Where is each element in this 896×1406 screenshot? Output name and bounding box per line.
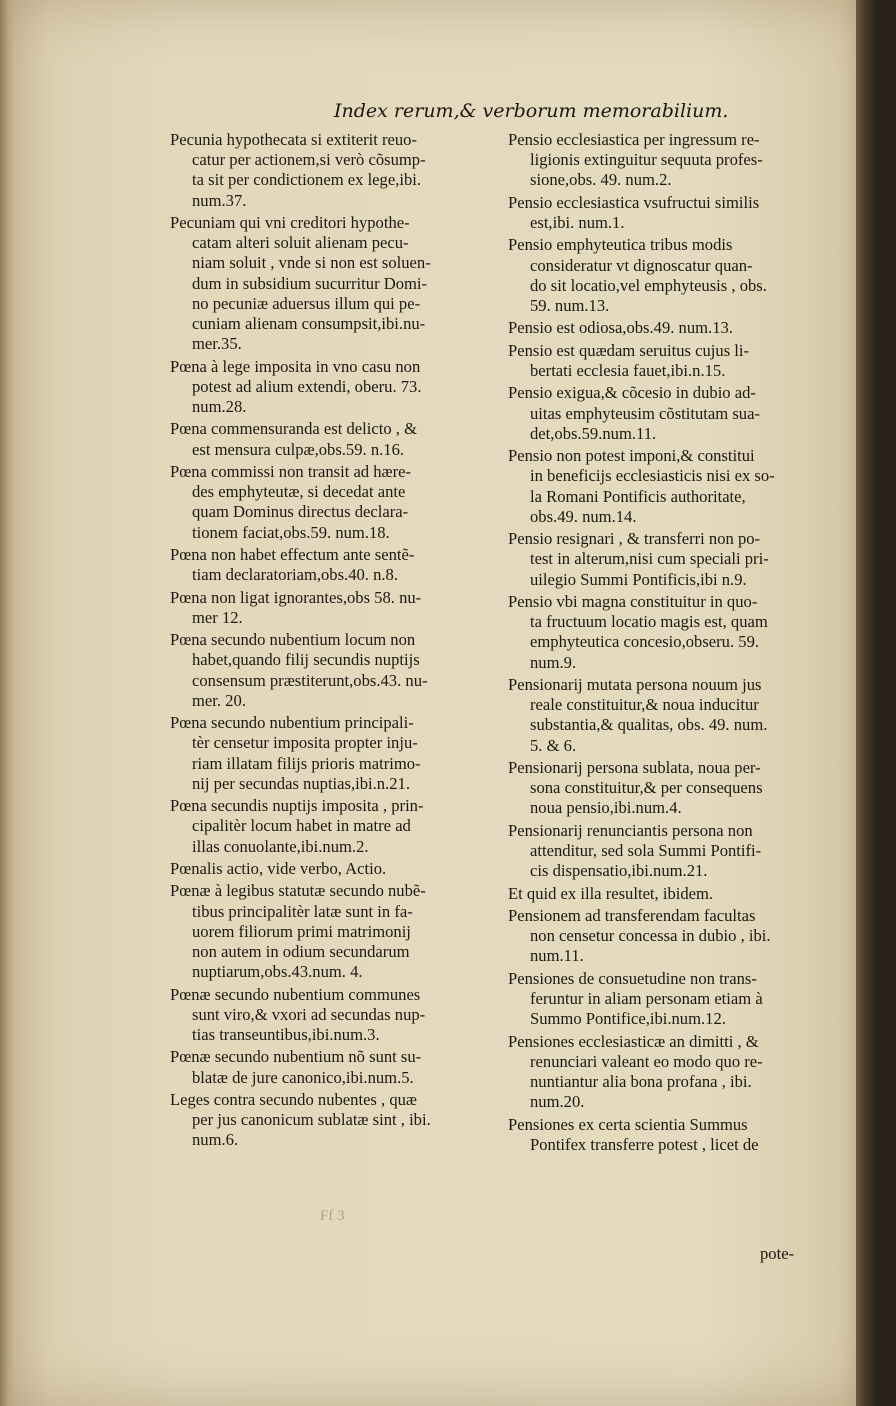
entry-continuation-line: catam alteri soluit alienam pecu- (192, 233, 409, 253)
index-entry (508, 675, 838, 756)
entry-continuation-line: num.20. (530, 1092, 585, 1112)
entry-continuation-line: tibus principalitèr latæ sunt in fa- (192, 901, 413, 921)
index-entry (170, 588, 488, 628)
index-entry (508, 969, 838, 1030)
entry-heading-line: Leges contra secundo nubentes , quæ (170, 1089, 417, 1109)
index-entry (170, 357, 488, 418)
entry-heading-line: Pecuniam qui vni creditori hypothe- (170, 213, 410, 232)
running-header: Index rerum,& verborum memorabilium. (334, 100, 729, 122)
entry-continuation-line: num.9. (530, 652, 577, 672)
page-gutter (0, 0, 14, 1406)
index-entry (170, 130, 488, 211)
entry-continuation-line: habet,quando filij secundis nuptijs (192, 650, 420, 670)
entry-continuation-line: num.11. (530, 946, 584, 966)
entry-continuation-line: nij per secundas nuptias,ibi.n.21. (192, 773, 410, 793)
entry-continuation-line: mer.35. (192, 334, 242, 354)
entry-heading-line: Pensio ecclesiastica vsufructui similis (508, 192, 760, 212)
index-entry (508, 884, 838, 904)
entry-continuation-line: blatæ de jure canonico,ibi.num.5. (192, 1067, 414, 1087)
entry-heading-line: Pensio est quædam seruitus cujus li- (508, 340, 750, 360)
entry-continuation-line: num.37. (192, 190, 247, 210)
entry-heading-line: Pensionarij persona sublata, noua per- (508, 757, 761, 777)
entry-continuation-line: noua pensio,ibi.num.4. (530, 798, 682, 818)
index-entry (508, 1115, 838, 1155)
entry-heading-line: Pensionarij mutata persona nouum jus (508, 674, 762, 694)
index-entry (170, 881, 488, 982)
index-entry (508, 318, 838, 338)
entry-heading-line: Pœna secundis nuptijs imposita , prin- (170, 796, 424, 816)
entry-heading-line: Pœnæ à legibus statutæ secundo nubẽ- (170, 881, 426, 901)
entry-continuation-line: feruntur in aliam personam etiam à (530, 988, 763, 1008)
entry-continuation-line: nuntiantur alia bona profana , ibi. (530, 1071, 752, 1091)
index-entry (508, 446, 838, 527)
entry-heading-line: Pœnalis actio, vide verbo, Actio. (170, 858, 387, 878)
entry-continuation-line: do sit locatio,vel emphyteusis , obs. (530, 275, 767, 295)
signature-mark: Ff 3 (320, 1208, 345, 1224)
entry-continuation-line: mer. 20. (192, 690, 246, 710)
entry-heading-line: Pœna commissi non transit ad hære- (170, 462, 412, 481)
entry-continuation-line: bertati ecclesia fauet,ibi.n.15. (530, 360, 726, 380)
entry-heading-line: Pœna secundo nubentium locum non (170, 630, 416, 650)
entry-continuation-line: obs.49. num.14. (530, 506, 637, 526)
entry-heading-line: Pensiones ecclesiasticæ an dimitti , & (508, 1031, 759, 1051)
entry-heading-line: Pecunia hypothecata si extiterit reuo- (170, 130, 417, 149)
index-entry (170, 985, 488, 1046)
entry-continuation-line: potest ad alium extendi, oberu. 73. (192, 376, 422, 396)
entry-heading-line: Pœna non ligat ignorantes,obs 58. nu- (170, 587, 422, 607)
index-entry (170, 1047, 488, 1087)
entry-heading-line: Pensio emphyteutica tribus modis (508, 235, 733, 255)
entry-heading-line: Pensiones ex certa scientia Summus (508, 1114, 748, 1134)
index-entry (170, 859, 488, 879)
entry-continuation-line: mer 12. (192, 607, 243, 627)
entry-continuation-line: tèr censetur imposita propter inju- (192, 733, 418, 753)
entry-continuation-line: ta fructuum locatio magis est, quam (530, 612, 768, 632)
entry-continuation-line: cipalitèr locum habet in matre ad (192, 816, 411, 836)
entry-continuation-line: consensum præstiterunt,obs.43. nu- (192, 670, 428, 690)
entry-heading-line: Pensio resignari , & transferri non po- (508, 529, 761, 549)
index-entry (508, 529, 838, 590)
index-entry (508, 235, 838, 316)
entry-continuation-line: emphyteutica concesio,obseru. 59. (530, 632, 760, 652)
entry-continuation-line: per jus canonicum sublatæ sint , ibi. (192, 1110, 431, 1130)
index-column-left (170, 130, 488, 1153)
entry-heading-line: Pensio exigua,& cõcesio in dubio ad- (508, 383, 756, 403)
index-entry (170, 213, 488, 354)
entry-continuation-line: ta sit per condictionem ex lege,ibi. (192, 170, 422, 190)
entry-continuation-line: 59. num.13. (530, 296, 610, 315)
entry-continuation-line: tiam declaratoriam,obs.40. n.8. (192, 565, 398, 585)
entry-heading-line: Pœnæ secundo nubentium communes (170, 984, 421, 1004)
index-entry (170, 462, 488, 543)
entry-heading-line: Pœnæ secundo nubentium nõ sunt su- (170, 1047, 422, 1067)
entry-continuation-line: no pecuniæ aduersus illum qui pe- (192, 293, 421, 313)
entry-continuation-line: reale constituitur,& noua inducitur (530, 695, 759, 715)
index-entry (170, 545, 488, 585)
entry-continuation-line: consideratur vt dignoscatur quan- (530, 255, 753, 275)
entry-continuation-line: test in alterum,nisi cum speciali pri- (530, 549, 769, 569)
entry-continuation-line: des emphyteutæ, si decedat ante (192, 482, 406, 502)
entry-continuation-line: uorem filiorum primi matrimonij (192, 921, 411, 941)
index-entry (508, 906, 838, 967)
index-entry (170, 419, 488, 459)
index-entry (508, 130, 838, 191)
index-entry (170, 630, 488, 711)
entry-continuation-line: det,obs.59.num.11. (530, 423, 657, 443)
entry-continuation-line: num.28. (192, 397, 247, 417)
entry-continuation-line: la Romani Pontificis authoritate, (530, 486, 746, 506)
entry-heading-line: Pensio non potest imponi,& constitui (508, 446, 755, 466)
entry-continuation-line: sione,obs. 49. num.2. (530, 170, 672, 190)
entry-continuation-line: renunciari valeant eo modo quo re- (530, 1051, 763, 1071)
index-entry (170, 1090, 488, 1151)
index-entry (508, 758, 838, 819)
entry-heading-line: Pensionem ad transferendam facultas (508, 905, 756, 925)
index-entry (508, 1032, 838, 1113)
entry-continuation-line: Pontifex transferre potest , licet de (530, 1134, 759, 1154)
entry-heading-line: Pensionarij renunciantis persona non (508, 820, 753, 840)
entry-continuation-line: niam soluit , vnde si non est soluen- (192, 253, 431, 273)
index-entry (508, 341, 838, 381)
entry-heading-line: Pensiones de consuetudine non trans- (508, 968, 757, 988)
index-entry (508, 821, 838, 882)
entry-continuation-line: est,ibi. num.1. (530, 213, 625, 232)
index-entry (508, 383, 838, 444)
entry-continuation-line: tias transeuntibus,ibi.num.3. (192, 1024, 380, 1044)
entry-heading-line: Pœna secundo nubentium principali- (170, 713, 414, 733)
entry-continuation-line: attenditur, sed sola Summi Pontifi- (530, 840, 762, 860)
entry-continuation-line: uilegio Summi Pontificis,ibi n.9. (530, 569, 747, 589)
entry-continuation-line: non censetur concessa in dubio , ibi. (530, 926, 771, 946)
entry-heading-line: Pensio vbi magna constituitur in quo- (508, 591, 758, 611)
entry-heading-line: Pensio est odiosa,obs.49. num.13. (508, 318, 733, 338)
entry-continuation-line: 5. & 6. (530, 735, 577, 755)
index-entry (170, 796, 488, 857)
index-column-right (508, 130, 838, 1157)
index-entry (508, 592, 838, 673)
entry-continuation-line: tionem faciat,obs.59. num.18. (192, 522, 390, 542)
entry-continuation-line: Summo Pontifice,ibi.num.12. (530, 1009, 726, 1029)
entry-continuation-line: sona constituitur,& per consequens (530, 778, 763, 798)
entry-heading-line: Pensio ecclesiastica per ingressum re- (508, 130, 760, 149)
entry-continuation-line: catur per actionem,si verò cõsump- (192, 150, 426, 170)
catchword: pote- (760, 1244, 795, 1263)
entry-continuation-line: in beneficijs ecclesiasticis nisi ex so- (530, 466, 775, 486)
entry-continuation-line: uitas emphyteusim cõstitutam sua- (530, 403, 760, 423)
entry-continuation-line: riam illatam filijs prioris matrimo- (192, 753, 421, 773)
entry-continuation-line: cuniam alienam consumpsit,ibi.nu- (192, 314, 426, 334)
entry-continuation-line: num.6. (192, 1130, 239, 1150)
entry-continuation-line: dum in subsidium sucurritur Domi- (192, 273, 428, 293)
entry-continuation-line: illas conuolante,ibi.num.2. (192, 836, 369, 856)
entry-heading-line: Pœna commensuranda est delicto , & (170, 419, 418, 439)
entry-heading-line: Et quid ex illa resultet, ibidem. (508, 883, 714, 903)
entry-continuation-line: cis dispensatio,ibi.num.21. (530, 861, 708, 881)
entry-continuation-line: nuptiarum,obs.43.num. 4. (192, 962, 363, 982)
book-edge (856, 0, 876, 1406)
entry-continuation-line: substantia,& qualitas, obs. 49. num. (530, 715, 768, 735)
entry-continuation-line: est mensura culpæ,obs.59. n.16. (192, 439, 405, 459)
entry-continuation-line: non autem in odium secundarum (192, 941, 410, 961)
entry-continuation-line: ligionis extinguitur sequuta profes- (530, 150, 763, 170)
entry-continuation-line: sunt viro,& vxori ad secundas nup- (192, 1004, 426, 1024)
entry-heading-line: Pœna à lege imposita in vno casu non (170, 356, 421, 376)
entry-continuation-line: quam Dominus directus declara- (192, 502, 409, 522)
index-entry (508, 193, 838, 233)
index-entry (170, 713, 488, 794)
entry-heading-line: Pœna non habet effectum ante sentẽ- (170, 545, 415, 564)
